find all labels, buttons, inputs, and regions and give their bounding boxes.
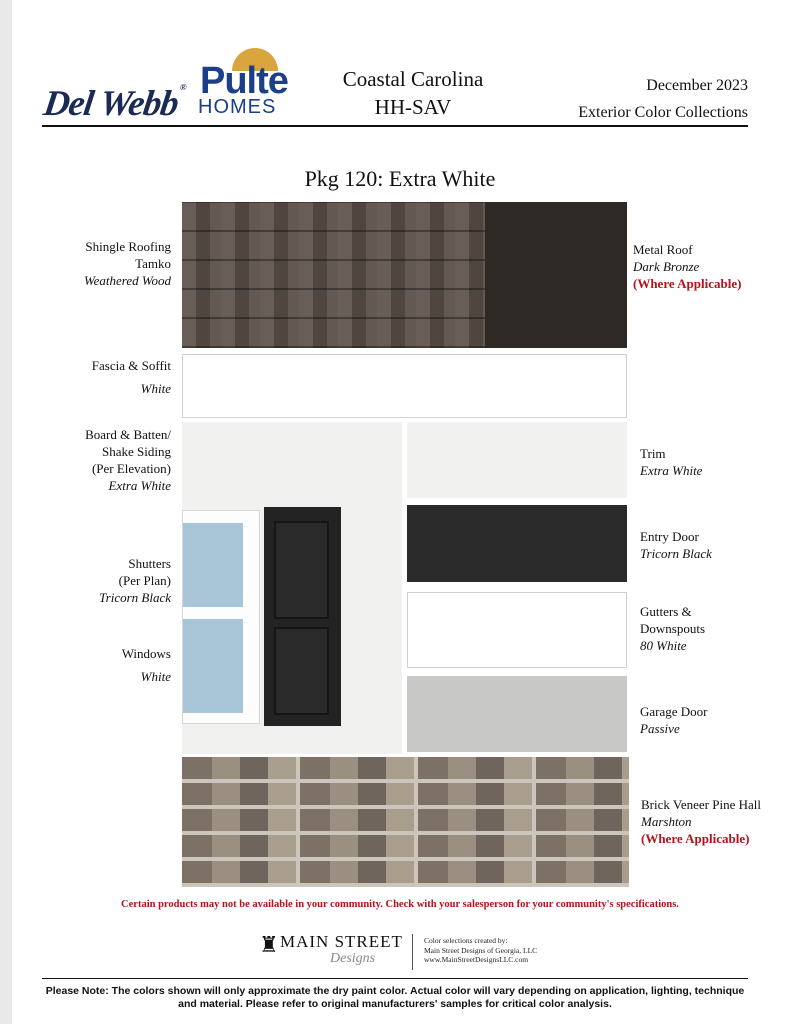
footer-divider <box>42 978 748 979</box>
entry-door-swatch <box>407 505 627 582</box>
gutters-label: Gutters & Downspouts 80 White <box>640 604 706 653</box>
windows-label: Windows White <box>121 646 171 684</box>
availability-disclaimer: Certain products may not be available in your community. Check with your salesperson for your community's specifications. <box>121 899 679 910</box>
plan-code: HH-SAV <box>374 95 452 119</box>
del-webb-logo: Del Webb® <box>41 82 187 123</box>
window-swatch <box>182 510 260 724</box>
collection-title: Exterior Color Collections <box>578 104 748 121</box>
shutter-swatch <box>264 507 341 726</box>
trim-swatch <box>407 422 627 498</box>
shingle-swatch <box>182 202 485 348</box>
window-lower-pane <box>183 619 243 713</box>
shutter-upper-panel <box>274 521 329 619</box>
siding-label: Board & Batten/ Shake Siding (Per Elevation) Extra White <box>85 427 171 493</box>
footer-note: Please Note: The colors shown will only approximate the dry paint color. Actual color will vary depending on application, lighting, technique and material. Please refer to original manufacturers' samples for critical color analysis. <box>45 985 745 1010</box>
fascia-swatch <box>182 354 627 418</box>
trim-label: Trim Extra White <box>640 446 703 478</box>
shutters-label: Shutters (Per Plan) Tricorn Black <box>99 556 171 605</box>
pulte-homes-wordmark: HOMES <box>198 96 277 118</box>
main-street-logo-sub: Designs <box>330 951 376 966</box>
metal-roof-label: Metal Roof Dark Bronze (Where Applicable) <box>633 242 742 291</box>
pulte-logo: Pulte <box>200 60 288 102</box>
community-name: Coastal Carolina <box>342 67 484 91</box>
garage-door-label: Garage Door Passive <box>640 704 708 736</box>
credit-divider <box>412 934 413 970</box>
entry-door-label: Entry Door Tricorn Black <box>640 529 712 561</box>
shingle-label: Shingle Roofing Tamko Weathered Wood <box>83 239 171 288</box>
metal-roof-swatch <box>485 202 627 348</box>
header-divider <box>42 125 748 127</box>
garage-door-swatch <box>407 676 627 752</box>
lamp-icon: ♜ <box>259 932 279 957</box>
window-upper-pane <box>183 523 243 607</box>
package-title: Pkg 120: Extra White <box>304 166 496 191</box>
shutter-lower-panel <box>274 627 329 715</box>
brick-label: Brick Veneer Pine Hall Marshton (Where Applicable) <box>641 797 761 846</box>
gutters-swatch <box>407 592 627 668</box>
date: December 2023 <box>646 77 748 94</box>
fascia-label: Fascia & Soffit White <box>91 358 171 396</box>
credit-text: Color selections created by: Main Street Designs of Georgia, LLC www.MainStreetDesignsLLC.com <box>424 936 538 964</box>
main-street-logo: MAIN STREET <box>280 932 403 951</box>
brick-swatch <box>182 757 629 887</box>
